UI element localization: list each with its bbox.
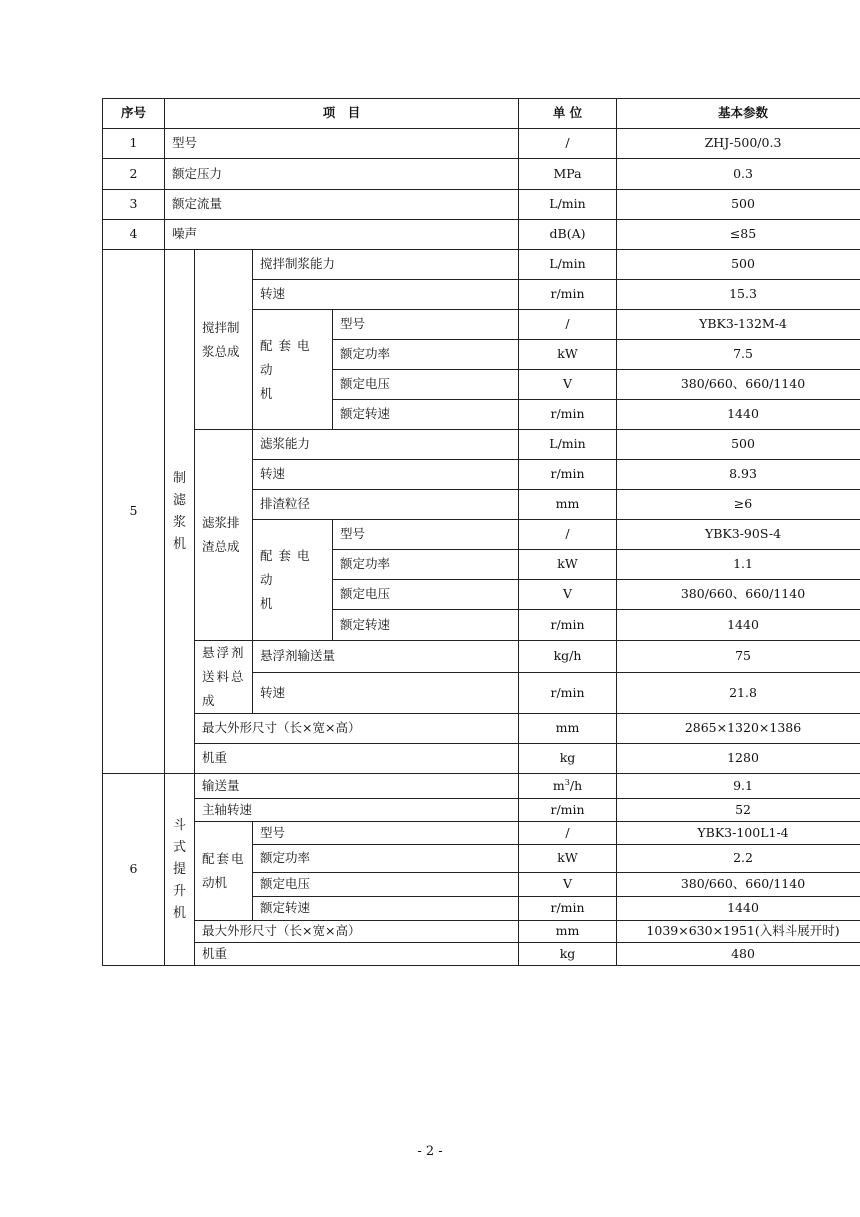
table-row — [103, 921, 860, 943]
row-item: 滤浆能力 — [253, 430, 519, 460]
machine5-name-text: 制滤浆机 — [172, 470, 186, 552]
row-item: 额定流量 — [165, 190, 519, 220]
row-item: 主轴转速 — [195, 799, 519, 822]
header-row — [103, 99, 860, 129]
row-unit: kg/h — [519, 641, 617, 673]
mix-assembly-label: 搅拌制 浆总成 — [195, 250, 253, 430]
row-item: 额定功率 — [333, 550, 519, 580]
row-unit: L/min — [519, 190, 617, 220]
filter-assembly-label: 滤浆排 渣总成 — [195, 430, 253, 641]
m6-motor-label: 配套电 动机 — [195, 822, 253, 921]
row-unit: $m^3/h$ — [519, 774, 617, 799]
row-value: 1440 — [617, 897, 860, 921]
row-unit: r/min — [519, 460, 617, 490]
table-row — [103, 250, 860, 280]
suspend-assembly-label: 悬浮剂 送料总 成 — [195, 641, 253, 714]
row-value: YBK3-90S-4 — [617, 520, 860, 550]
table-row — [103, 774, 860, 799]
row-unit: / — [519, 520, 617, 550]
row-unit: r/min — [519, 897, 617, 921]
table-row — [103, 714, 860, 744]
row-unit: r/min — [519, 610, 617, 641]
row-item: 额定功率 — [253, 845, 519, 873]
row-item: 额定电压 — [253, 873, 519, 897]
row-value: 0.3 — [617, 159, 860, 190]
row-item: 额定电压 — [333, 580, 519, 610]
row-unit: V — [519, 580, 617, 610]
row-value: 15.3 — [617, 280, 860, 310]
row-item: 机重 — [195, 943, 519, 966]
row-value: 1280 — [617, 744, 860, 774]
row-item: 搅拌制浆能力 — [253, 250, 519, 280]
row-unit: L/min — [519, 430, 617, 460]
row-value: 2.2 — [617, 845, 860, 873]
row-value: 500 — [617, 250, 860, 280]
header-item: 项 目 — [165, 99, 519, 129]
row-value: 1440 — [617, 610, 860, 641]
row-value: 8.93 — [617, 460, 860, 490]
row-no: 4 — [103, 220, 165, 250]
row-unit: MPa — [519, 159, 617, 190]
row-item: 悬浮剂输送量 — [253, 641, 519, 673]
row-value: 500 — [617, 430, 860, 460]
row-item: 转速 — [253, 673, 519, 714]
row-unit: kW — [519, 845, 617, 873]
row-unit: V — [519, 873, 617, 897]
filter-motor-label: 配套电动 机 — [253, 520, 333, 641]
row-unit: kW — [519, 340, 617, 370]
row-unit: kg — [519, 744, 617, 774]
row-unit: mm — [519, 490, 617, 520]
row-item: 型号 — [253, 822, 519, 845]
machine5-name — [165, 250, 195, 774]
table-row — [103, 744, 860, 774]
row-value: 1.1 — [617, 550, 860, 580]
row-item: 额定电压 — [333, 370, 519, 400]
row-unit: mm — [519, 714, 617, 744]
row-value: ≤85 — [617, 220, 860, 250]
row-unit: r/min — [519, 673, 617, 714]
header-unit: 单 位 — [519, 99, 617, 129]
row-value: 9.1 — [617, 774, 860, 799]
machine6-name — [165, 774, 195, 966]
row-unit: / — [519, 129, 617, 159]
row-value: 21.8 — [617, 673, 860, 714]
row-no: 1 — [103, 129, 165, 159]
row-item: 额定压力 — [165, 159, 519, 190]
row-item: 型号 — [333, 310, 519, 340]
table-row — [103, 822, 860, 845]
table-row — [103, 220, 860, 250]
table-row — [103, 430, 860, 460]
row-value: 380/660、660/1140 — [617, 873, 860, 897]
row-unit: r/min — [519, 280, 617, 310]
table-row — [103, 799, 860, 822]
row-unit: kg — [519, 943, 617, 966]
row-unit: dB(A) — [519, 220, 617, 250]
row-value: YBK3-100L1-4 — [617, 822, 860, 845]
row-item: 型号 — [333, 520, 519, 550]
row-value: 75 — [617, 641, 860, 673]
row-unit: kW — [519, 550, 617, 580]
row-unit: L/min — [519, 250, 617, 280]
row-value: ≥6 — [617, 490, 860, 520]
row-item: 额定转速 — [333, 610, 519, 641]
machine5-no: 5 — [103, 250, 165, 774]
row-item: 额定功率 — [333, 340, 519, 370]
table-row — [103, 159, 860, 190]
row-value: 52 — [617, 799, 860, 822]
row-unit: mm — [519, 921, 617, 943]
row-unit: / — [519, 310, 617, 340]
row-item: 最大外形尺寸（长×宽×高） — [195, 921, 519, 943]
row-unit: r/min — [519, 400, 617, 430]
table-row — [103, 641, 860, 673]
table-row — [103, 190, 860, 220]
row-value: 1440 — [617, 400, 860, 430]
row-item: 最大外形尺寸（长×宽×高） — [195, 714, 519, 744]
row-unit: / — [519, 822, 617, 845]
row-item: 噪声 — [165, 220, 519, 250]
row-value: 480 — [617, 943, 860, 966]
row-item: 转速 — [253, 460, 519, 490]
machine6-no: 6 — [103, 774, 165, 966]
machine6-name-text: 斗式提升机 — [172, 817, 186, 921]
row-value: 7.5 — [617, 340, 860, 370]
row-item: 输送量 — [195, 774, 519, 799]
header-param: 基本参数 — [617, 99, 860, 129]
row-value: 2865×1320×1386 — [617, 714, 860, 744]
row-value: YBK3-132M-4 — [617, 310, 860, 340]
row-item: 排渣粒径 — [253, 490, 519, 520]
row-no: 3 — [103, 190, 165, 220]
row-no: 2 — [103, 159, 165, 190]
table-row — [103, 129, 860, 159]
page-number: - 2 - — [417, 1144, 443, 1159]
mix-motor-label: 配套电动 机 — [253, 310, 333, 430]
spec-table — [102, 98, 860, 966]
row-item: 额定转速 — [333, 400, 519, 430]
row-item: 型号 — [165, 129, 519, 159]
row-unit: V — [519, 370, 617, 400]
table-row — [103, 943, 860, 966]
header-seq: 序号 — [103, 99, 165, 129]
row-item: 额定转速 — [253, 897, 519, 921]
row-value: 1039×630×1951(入料斗展开时) — [617, 921, 860, 943]
row-item: 转速 — [253, 280, 519, 310]
row-value: 380/660、660/1140 — [617, 370, 860, 400]
row-value: 380/660、660/1140 — [617, 580, 860, 610]
row-unit: r/min — [519, 799, 617, 822]
row-value: 500 — [617, 190, 860, 220]
row-value: ZHJ-500/0.3 — [617, 129, 860, 159]
row-item: 机重 — [195, 744, 519, 774]
